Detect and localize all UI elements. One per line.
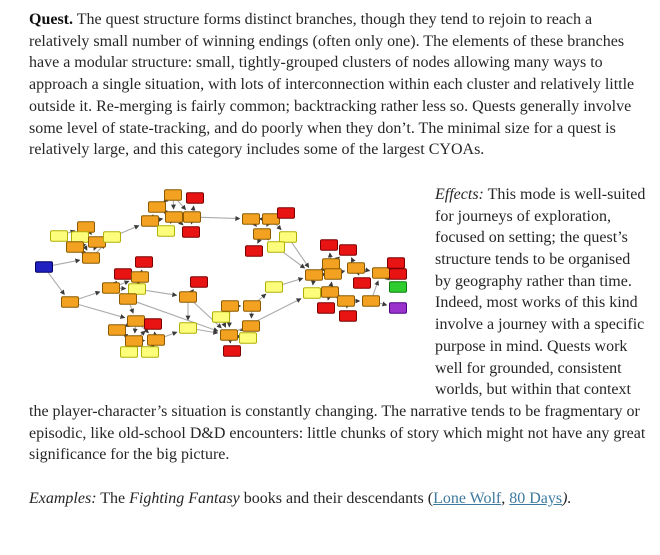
examples-paragraph xyxy=(29,488,650,510)
graph-node-yellow xyxy=(280,232,297,242)
graph-node-red xyxy=(191,277,208,287)
graph-node-orange xyxy=(263,214,280,224)
graph-node-yellow xyxy=(240,333,257,343)
graph-node-red xyxy=(390,269,407,279)
graph-node-orange xyxy=(243,214,260,224)
graph-node-orange xyxy=(338,296,355,306)
examples-label: Examples: xyxy=(29,490,97,508)
graph-node-red xyxy=(354,278,371,288)
graph-node-orange xyxy=(184,212,201,222)
graph-node-orange xyxy=(243,321,260,331)
graph-node-orange xyxy=(109,325,126,335)
graph-node-orange xyxy=(126,336,143,346)
graph-node-orange xyxy=(166,212,183,222)
effects-body-text: This mode is well-suited for journeys of exploration, focused on setting; the quest’s structure tends to be organised by geography rather than time. Indeed, most works of this kind involve a journey with a specific purpose in mind. Quests work well for grounded, consistent worlds, but within that context the player-character’s situation is constantly changing. The narrative tends to be fragmentary or episodic, like old-school D&D encounters: little chunks of story which might not have any great significance for the big picture. xyxy=(29,185,646,464)
graph-node-orange xyxy=(149,202,166,212)
graph-node-blue xyxy=(36,262,53,272)
graph-node-yellow xyxy=(180,323,197,333)
graph-node-yellow xyxy=(304,288,321,298)
graph-node-orange xyxy=(306,270,323,280)
graph-node-red xyxy=(115,269,132,279)
graph-node-orange xyxy=(165,190,182,200)
quest-body-text: The quest structure forms distinct branches, though they tend to rejoin to reach a relatively small number of winning endings (often only one). The elements of these branches have a modular structure: small, tightly-grouped clusters of nodes allowing many ways to approach a single situation, with lots of interconnection within each cluster and relatively little outside it. Re-merging is fairly common; backtracking rather less so. Quests generally involve some level of state-tracking, and do poorly when they don’t. The minimal size for a quest is relatively large, and this category includes some of the largest CYOAs. xyxy=(29,11,635,159)
graph-node-yellow xyxy=(266,282,283,292)
quest-heading: Quest. xyxy=(29,11,73,28)
graph-node-red xyxy=(321,240,338,250)
examples-series-title: Fighting Fantasy xyxy=(129,490,240,508)
graph-node-orange xyxy=(363,296,380,306)
graph-node-orange xyxy=(221,330,238,340)
examples-post-text: ). xyxy=(562,490,572,508)
graph-node-yellow xyxy=(268,242,285,252)
graph-node-red xyxy=(136,257,153,267)
graph-node-orange xyxy=(323,259,340,269)
graph-node-orange xyxy=(103,283,120,293)
graph-node-yellow xyxy=(104,232,121,242)
graph-node-red xyxy=(340,245,357,255)
examples-separator: , xyxy=(501,490,510,508)
graph-node-yellow xyxy=(158,226,175,236)
examples-mid-text: books and their descendants ( xyxy=(239,490,434,508)
examples-pre-text: The xyxy=(96,490,130,508)
graph-node-red xyxy=(278,208,295,218)
graph-node-orange xyxy=(254,229,271,239)
figure-and-effects-block xyxy=(29,184,650,466)
lone-wolf-link[interactable]: Lone Wolf xyxy=(433,490,502,508)
quest-paragraph xyxy=(29,9,650,161)
graph-node-orange xyxy=(180,292,197,302)
eighty-days-link[interactable]: 80 Days xyxy=(509,490,563,508)
graph-node-red xyxy=(340,311,357,321)
graph-node-yellow xyxy=(72,232,89,242)
graph-node-orange xyxy=(322,287,339,297)
graph-node-orange xyxy=(244,301,261,311)
graph-node-orange xyxy=(62,297,79,307)
graph-node-red xyxy=(183,227,200,237)
graph-node-orange xyxy=(128,316,145,326)
quest-structure-diagram xyxy=(29,184,421,384)
graph-node-red xyxy=(224,346,241,356)
graph-node-red xyxy=(388,258,405,268)
graph-node-yellow xyxy=(129,284,146,294)
graph-node-orange xyxy=(132,272,149,282)
graph-node-orange xyxy=(142,216,159,226)
graph-node-orange xyxy=(325,269,342,279)
graph-node-yellow xyxy=(121,347,138,357)
graph-node-orange xyxy=(348,263,365,273)
graph-node-yellow xyxy=(142,347,159,357)
graph-node-red xyxy=(318,303,335,313)
effects-label: Effects: xyxy=(435,185,484,203)
graph-node-orange xyxy=(222,301,239,311)
graph-node-red xyxy=(145,319,162,329)
graph-node-orange xyxy=(89,237,106,247)
graph-node-red xyxy=(246,246,263,256)
graph-node-yellow xyxy=(51,231,68,241)
graph-node-green xyxy=(390,282,407,292)
graph-node-orange xyxy=(120,294,137,304)
graph-node-orange xyxy=(148,335,165,345)
graph-node-orange xyxy=(67,242,84,252)
graph-node-orange xyxy=(373,268,390,278)
graph-node-red xyxy=(187,193,204,203)
graph-node-yellow xyxy=(213,312,230,322)
graph-node-orange xyxy=(78,222,95,232)
graph-node-purple xyxy=(390,303,407,313)
graph-node-orange xyxy=(83,253,100,263)
